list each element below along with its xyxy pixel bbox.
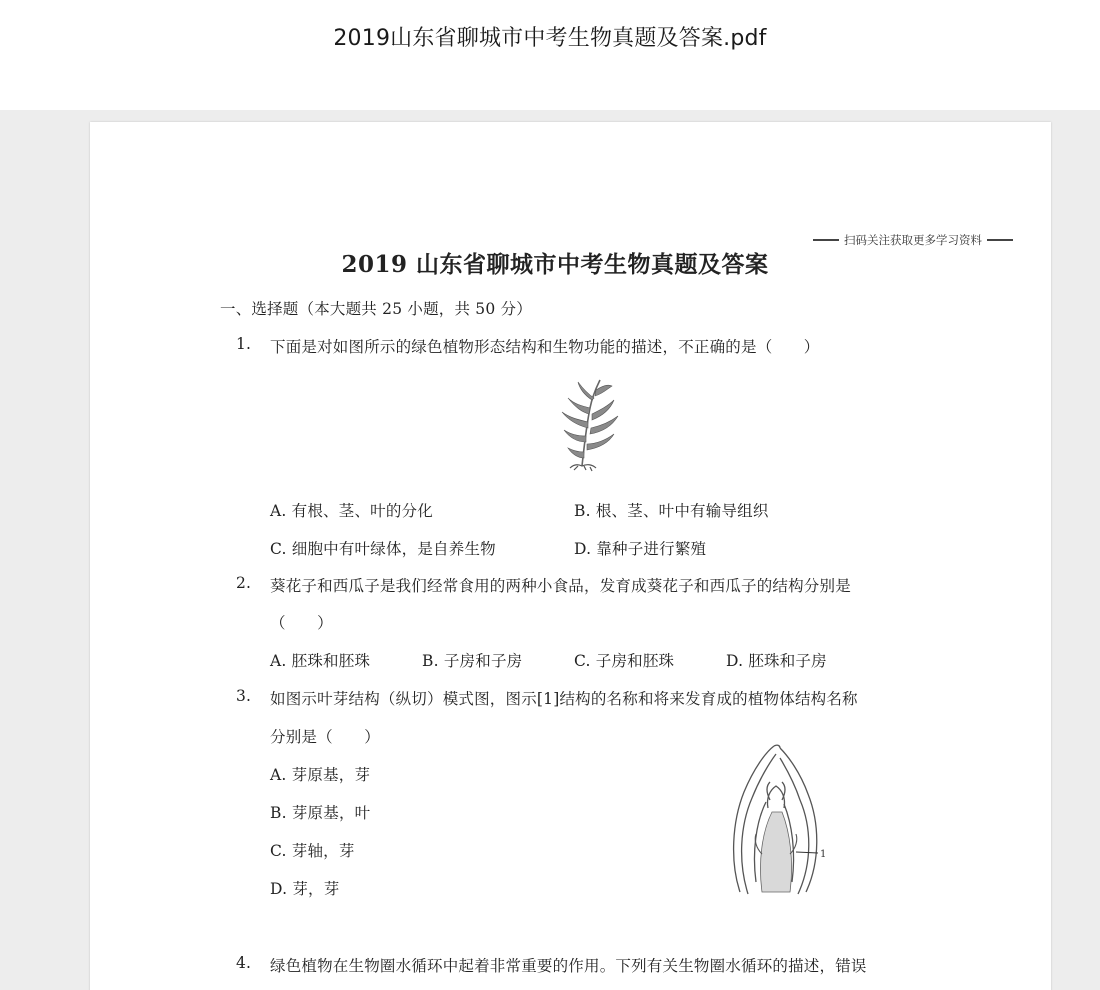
watermark-text: 扫码关注获取更多学习资料 [844, 233, 982, 247]
q1-option-c: C. 细胞中有叶绿体，是自养生物 [270, 540, 496, 558]
q3-stem: 如图示叶芽结构（纵切）模式图，图示[1]结构的名称和将来发育成的植物体结构名称 [270, 690, 858, 708]
q3-option-b: B. 芽原基，叶 [270, 804, 371, 822]
watermark-rule-left [813, 239, 839, 240]
figure-label-1: 1 [820, 849, 827, 860]
q1-stem: 下面是对如图所示的绿色植物形态结构和生物功能的描述，不正确的是（ ） [270, 338, 820, 356]
q1-option-d: D. 靠种子进行繁殖 [574, 540, 707, 558]
q4-number: 4. [236, 954, 252, 972]
q2-number: 2. [236, 574, 252, 592]
q2-option-a: A. 胚珠和胚珠 [270, 652, 371, 670]
q3-option-c: C. 芽轴，芽 [270, 842, 355, 860]
q2-paren: （ ） [270, 614, 333, 632]
q1-number: 1. [236, 335, 252, 353]
q4-stem: 绿色植物在生物圈水循环中起着非常重要的作用。下列有关生物圈水循环的描述，错误 [270, 957, 867, 975]
q3-stem-cont: 分别是（ ） [270, 728, 380, 746]
leaf-bud-figure [726, 742, 830, 898]
pdf-page [90, 122, 1051, 990]
q1-option-a: A. 有根、茎、叶的分化 [270, 502, 433, 520]
q2-stem: 葵花子和西瓜子是我们经常食用的两种小食品，发育成葵花子和西瓜子的结构分别是 [270, 577, 851, 595]
fern-plant-figure [556, 378, 626, 474]
q3-option-d: D. 芽，芽 [270, 880, 340, 898]
q3-option-a: A. 芽原基，芽 [270, 766, 371, 784]
q2-option-b: B. 子房和子房 [422, 652, 523, 670]
q2-option-c: C. 子房和胚珠 [574, 652, 675, 670]
section-heading: 一、选择题（本大题共 25 小题，共 50 分） [220, 300, 532, 318]
q3-number: 3. [236, 687, 252, 705]
watermark-rule-right [987, 239, 1013, 240]
figure-pointer-line [796, 852, 818, 853]
document-viewer[interactable] [0, 110, 1100, 990]
document-title: 2019 山东省聊城市中考生物真题及答案 [341, 251, 769, 278]
file-title: 2019山东省聊城市中考生物真题及答案.pdf [333, 26, 767, 51]
q1-option-b: B. 根、茎、叶中有输导组织 [574, 502, 769, 520]
q2-option-d: D. 胚珠和子房 [726, 652, 827, 670]
viewer-header [0, 0, 1100, 110]
